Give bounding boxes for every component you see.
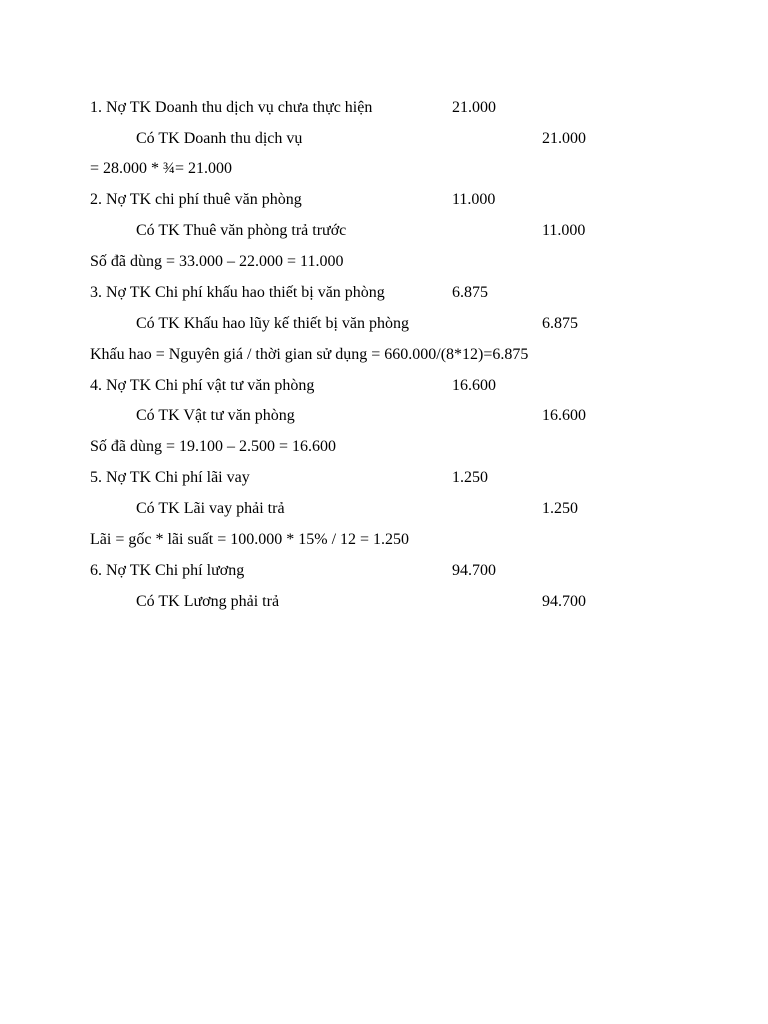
credit-account: Có TK Khấu hao lũy kế thiết bị văn phòng [136, 315, 409, 332]
entry-2-note [0, 251, 768, 273]
debit-account: 2. Nợ TK chi phí thuê văn phòng [90, 191, 302, 208]
entry-3-note [0, 344, 768, 366]
entry-3-credit-line [0, 313, 768, 335]
calculation-note: Số đã dùng = 19.100 – 2.500 = 16.600 [90, 438, 337, 455]
entry-6-credit-line [0, 591, 768, 613]
entry-1-note [0, 158, 768, 180]
debit-amount: 21.000 [452, 99, 496, 116]
credit-amount: 11.000 [542, 222, 586, 239]
credit-amount: 16.600 [542, 407, 586, 424]
entry-5-credit-line [0, 498, 768, 520]
debit-amount: 6.875 [452, 284, 488, 301]
entry-4-credit-line [0, 405, 768, 427]
debit-account: 6. Nợ TK Chi phí lương [90, 562, 245, 579]
credit-account: Có TK Lãi vay phải trả [136, 500, 285, 517]
credit-account: Có TK Lương phải trả [136, 593, 280, 610]
credit-amount: 94.700 [542, 593, 586, 610]
debit-account: 3. Nợ TK Chi phí khấu hao thiết bị văn phòng [90, 284, 385, 301]
calculation-note: Khấu hao = Nguyên giá / thời gian sử dụng = 660.000/(8*12)=6.875 [90, 346, 529, 363]
entry-2-credit-line [0, 220, 768, 242]
credit-amount: 6.875 [542, 315, 578, 332]
debit-amount: 11.000 [452, 191, 496, 208]
calculation-note: Lãi = gốc * lãi suất = 100.000 * 15% / 12 = 1.250 [90, 531, 410, 548]
debit-account: 1. Nợ TK Doanh thu dịch vụ chưa thực hiện [90, 99, 373, 116]
entry-3-debit-line [0, 282, 768, 304]
entry-5-debit-line [0, 467, 768, 489]
credit-amount: 21.000 [542, 130, 586, 147]
entry-1-debit-line [0, 97, 768, 119]
credit-account: Có TK Vật tư văn phòng [136, 407, 295, 424]
entry-4-note [0, 436, 768, 458]
debit-amount: 16.600 [452, 377, 496, 394]
credit-account: Có TK Doanh thu dịch vụ [136, 130, 303, 147]
calculation-note: = 28.000 * ¾= 21.000 [90, 160, 233, 177]
entry-1-credit-line [0, 128, 768, 150]
debit-amount: 1.250 [452, 469, 488, 486]
credit-account: Có TK Thuê văn phòng trả trước [136, 222, 347, 239]
entry-5-note [0, 529, 768, 551]
debit-account: 5. Nợ TK Chi phí lãi vay [90, 469, 250, 486]
debit-amount: 94.700 [452, 562, 496, 579]
debit-account: 4. Nợ TK Chi phí vật tư văn phòng [90, 377, 315, 394]
entry-2-debit-line [0, 189, 768, 211]
entry-6-debit-line [0, 560, 768, 582]
credit-amount: 1.250 [542, 500, 578, 517]
calculation-note: Số đã dùng = 33.000 – 22.000 = 11.000 [90, 253, 344, 270]
entry-4-debit-line [0, 375, 768, 397]
